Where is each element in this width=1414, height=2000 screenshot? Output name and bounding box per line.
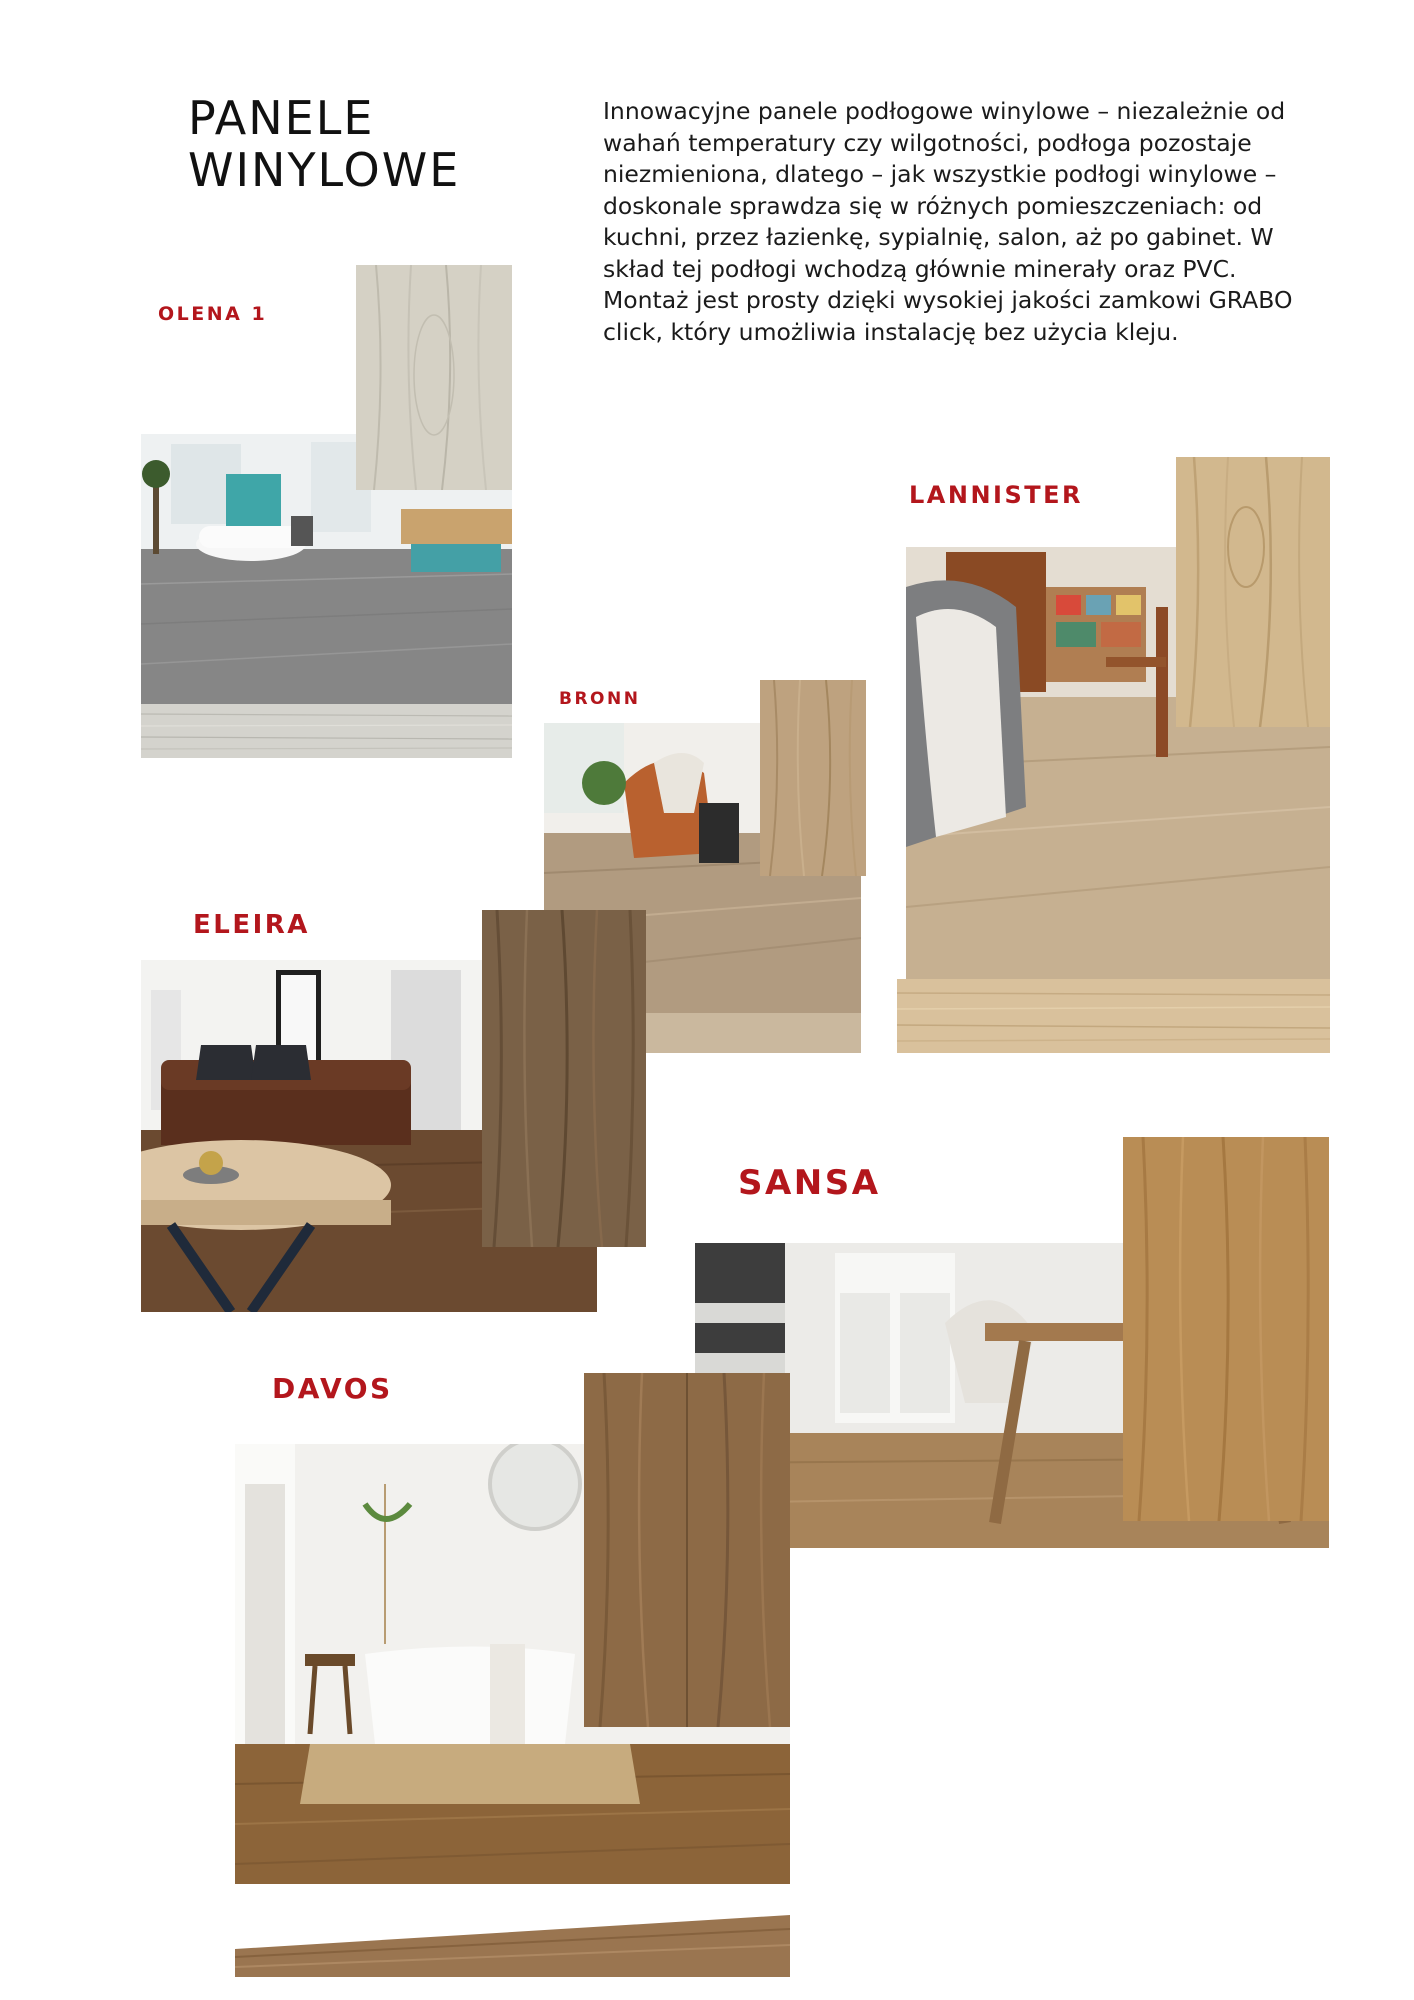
davos-floor-strip xyxy=(235,1891,790,1977)
product-label-eleira: ELEIRA xyxy=(193,910,310,940)
intro-paragraph: Innowacyjne panele podłogowe winylowe – niezależnie od wahań temperatury czy wilgotności, podłoga pozostaje niezmieniona, dlatego – jak wszystkie podłogi winylowe – doskonale sprawdza się w różnych pomieszczeniach: od kuchni, przez łazienkę, sypialnię, salon, aż po gabinet. W skład tej podłogi wchodzą głównie minerały oraz PVC. Montaż jest prosty dzięki wysokiej jakości zamkowi GRABO click, który umożliwia instalację bez użycia kleju. xyxy=(603,97,1293,346)
olena-swatch xyxy=(356,265,512,490)
eleira-swatch xyxy=(482,910,646,1247)
product-label-bronn: BRONN xyxy=(559,689,641,709)
page-title-line-2: WINYLOWE xyxy=(188,143,461,197)
olena-floor-strip xyxy=(141,704,512,758)
product-label-lannister: LANNISTER xyxy=(909,481,1083,509)
product-label-sansa: SANSA xyxy=(738,1163,881,1203)
bronn-swatch xyxy=(760,680,866,876)
sansa-swatch xyxy=(1123,1137,1329,1521)
davos-swatch xyxy=(584,1373,790,1727)
lannister-swatch xyxy=(1176,457,1330,727)
page-title-line-1: PANELE xyxy=(188,91,375,145)
lannister-floor-strip xyxy=(897,979,1330,1053)
product-label-olena-1: OLENA 1 xyxy=(158,303,268,325)
page-title xyxy=(188,92,460,196)
product-label-davos: DAVOS xyxy=(272,1372,393,1405)
